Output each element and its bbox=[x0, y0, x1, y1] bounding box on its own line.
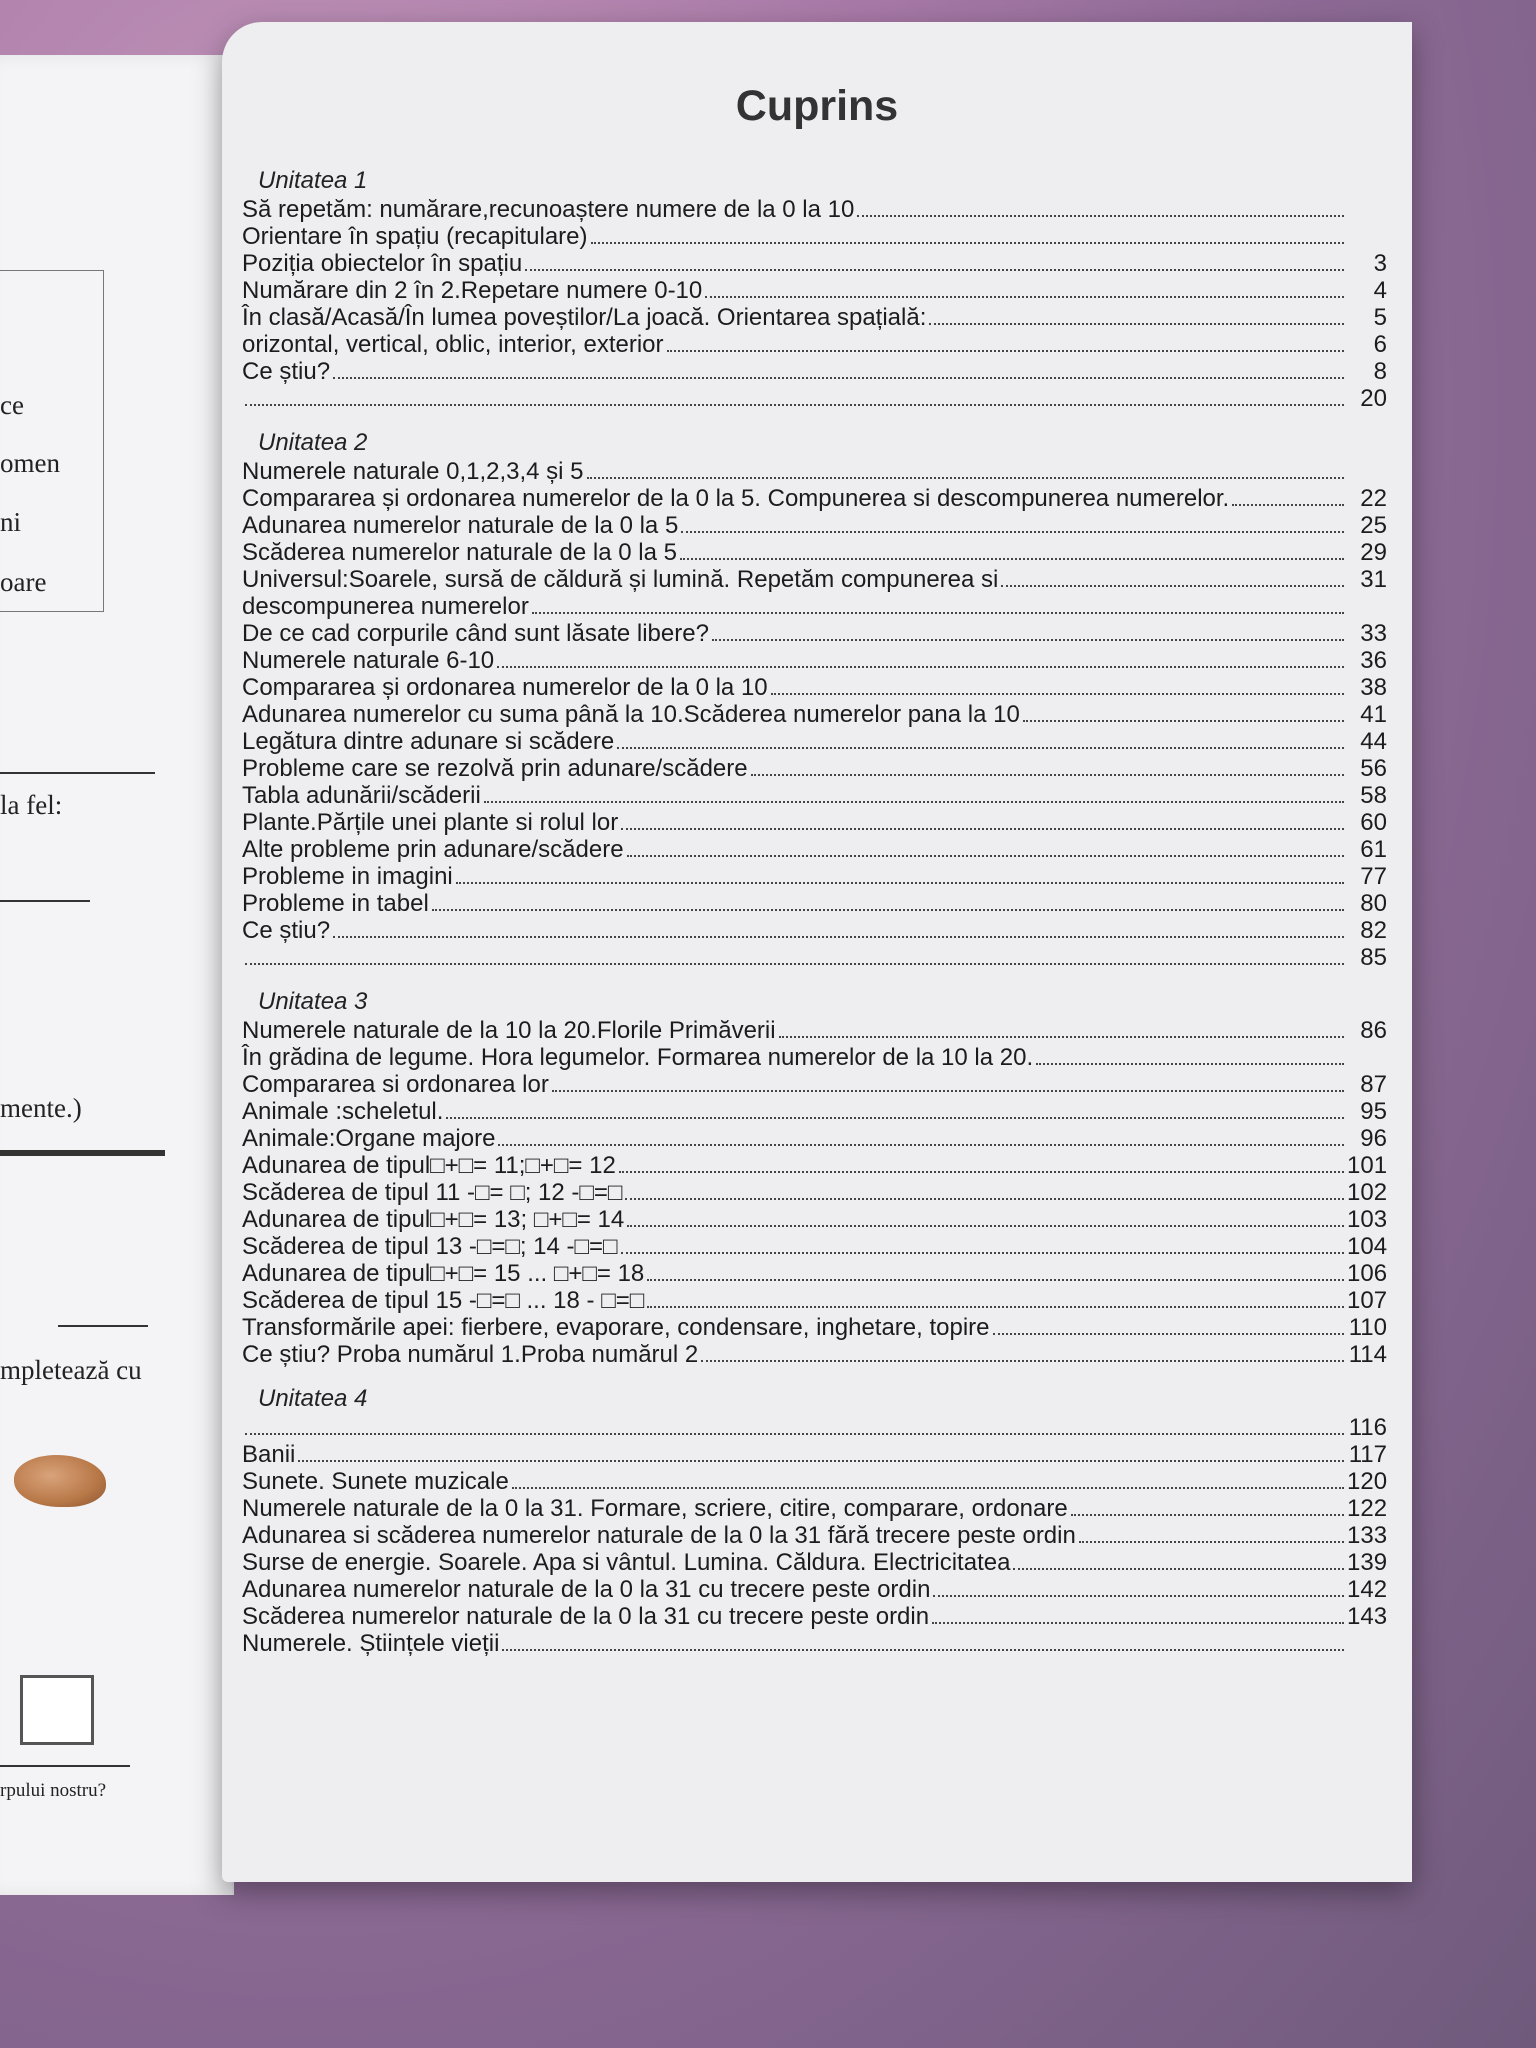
dot-leader bbox=[1232, 504, 1344, 506]
toc-entry-label: În grădina de legume. Hora legumelor. Formarea numerelor de la 10 la 20. bbox=[242, 1044, 1034, 1071]
toc-entry-page: 25 bbox=[1360, 512, 1387, 539]
toc-entry-label: orizontal, vertical, oblic, interior, exterior bbox=[242, 331, 664, 358]
toc-entry-label: Ce știu? bbox=[242, 358, 331, 385]
toc-entry bbox=[242, 277, 1387, 304]
toc-entry-page: 102 bbox=[1347, 1179, 1388, 1206]
dot-leader bbox=[667, 350, 1345, 352]
dot-leader bbox=[333, 936, 1344, 938]
toc-entry bbox=[242, 1206, 1387, 1233]
dot-leader bbox=[779, 1036, 1344, 1038]
toc-entry bbox=[242, 809, 1387, 836]
toc-entry-page: 110 bbox=[1348, 1314, 1387, 1341]
divider bbox=[0, 1765, 130, 1767]
toc-entry bbox=[242, 1179, 1387, 1206]
toc-entry-label: Ce știu? bbox=[242, 917, 331, 944]
toc-entry-page: 86 bbox=[1360, 1017, 1387, 1044]
toc-entry-page: 41 bbox=[1360, 701, 1387, 728]
left-fragment: la fel: bbox=[0, 790, 63, 820]
dot-leader bbox=[1013, 1568, 1344, 1570]
toc-entry-page: 142 bbox=[1347, 1576, 1388, 1603]
dot-leader bbox=[502, 1649, 1344, 1651]
dot-leader bbox=[621, 1252, 1344, 1254]
dot-leader bbox=[1001, 585, 1344, 587]
toc-entry bbox=[242, 566, 1387, 593]
toc-entry-page: 38 bbox=[1360, 674, 1387, 701]
toc-entry-page: 95 bbox=[1360, 1098, 1387, 1125]
toc-entry-page: 106 bbox=[1347, 1260, 1388, 1287]
toc-entry-label: Legătura dintre adunare si scădere bbox=[242, 728, 615, 755]
dot-leader bbox=[857, 215, 1344, 217]
toc-entry bbox=[242, 485, 1387, 512]
toc-entry-page: 116 bbox=[1348, 1414, 1387, 1441]
toc-entry-page: 4 bbox=[1373, 277, 1387, 304]
toc-entry-page: 101 bbox=[1347, 1152, 1388, 1179]
dot-leader bbox=[525, 269, 1344, 271]
left-fragment: mente.) bbox=[0, 1093, 82, 1123]
toc-entry-label: Scăderea numerelor naturale de la 0 la 31 cu trecere peste ordin bbox=[242, 1603, 930, 1630]
answer-square bbox=[20, 1675, 94, 1745]
toc-entry-label: Numărare din 2 în 2.Repetare numere 0-10 bbox=[242, 277, 703, 304]
dot-leader bbox=[771, 693, 1344, 695]
toc-entry bbox=[242, 1287, 1387, 1314]
dot-leader bbox=[1036, 1063, 1344, 1065]
toc-entry bbox=[242, 458, 1387, 485]
toc-entry bbox=[242, 917, 1387, 944]
dot-leader bbox=[512, 1487, 1344, 1489]
toc-entry-page: 44 bbox=[1360, 728, 1387, 755]
toc-list bbox=[242, 162, 1387, 1657]
toc-entry-label: descompunerea numerelor bbox=[242, 593, 529, 620]
dot-leader bbox=[929, 323, 1344, 325]
toc-entry bbox=[242, 1260, 1387, 1287]
dot-leader bbox=[552, 1090, 1344, 1092]
toc-entry bbox=[242, 331, 1387, 358]
unit-heading: Unitatea 3 bbox=[258, 988, 368, 1015]
toc-entry bbox=[242, 728, 1387, 755]
toc-entry-page: 139 bbox=[1347, 1549, 1388, 1576]
toc-entry-page: 87 bbox=[1360, 1071, 1387, 1098]
toc-entry bbox=[242, 196, 1387, 223]
dot-leader bbox=[647, 1306, 1344, 1308]
dot-leader bbox=[484, 801, 1344, 803]
unit-heading: Unitatea 4 bbox=[258, 1385, 368, 1412]
toc-entry bbox=[242, 1341, 1387, 1368]
left-page bbox=[0, 55, 234, 1895]
left-fragment: ni bbox=[0, 507, 22, 537]
toc-entry bbox=[242, 863, 1387, 890]
left-fragment: rpului nostru? bbox=[0, 1780, 107, 1801]
toc-entry bbox=[242, 674, 1387, 701]
toc-entry-page: 133 bbox=[1347, 1522, 1388, 1549]
toc-entry bbox=[242, 223, 1387, 250]
toc-entry bbox=[242, 836, 1387, 863]
toc-entry bbox=[242, 620, 1387, 647]
toc-entry-page: 56 bbox=[1360, 755, 1387, 782]
toc-entry bbox=[242, 1522, 1387, 1549]
toc-entry-label: De ce cad corpurile când sunt lăsate libere? bbox=[242, 620, 709, 647]
toc-entry-page: 61 bbox=[1360, 836, 1387, 863]
dot-leader bbox=[680, 558, 1344, 560]
toc-entry-page: 114 bbox=[1348, 1341, 1387, 1368]
dot-leader bbox=[432, 909, 1344, 911]
toc-entry-page: 122 bbox=[1347, 1495, 1388, 1522]
toc-entry bbox=[242, 1468, 1387, 1495]
left-fragment: mpletează cu bbox=[0, 1355, 142, 1385]
toc-entry-label: Numerele naturale 0,1,2,3,4 și 5 bbox=[242, 458, 584, 485]
dot-leader bbox=[932, 1622, 1344, 1624]
dot-leader bbox=[617, 747, 1344, 749]
toc-entry-label: Tabla adunării/scăderii bbox=[242, 782, 481, 809]
toc-entry-label: Universul:Soarele, sursă de căldură și lumină. Repetăm compunerea si bbox=[242, 566, 999, 593]
unit-heading: Unitatea 1 bbox=[258, 167, 368, 194]
toc-entry-page: 103 bbox=[1347, 1206, 1388, 1233]
toc-entry-label: Alte probleme prin adunare/scădere bbox=[242, 836, 624, 863]
toc-entry-label: Compararea și ordonarea numerelor de la 0 la 5. Compunerea si descompunerea numerelor. bbox=[242, 485, 1230, 512]
dot-leader bbox=[712, 639, 1344, 641]
toc-entry bbox=[242, 1152, 1387, 1179]
toc-entry bbox=[242, 647, 1387, 674]
dot-leader bbox=[627, 855, 1344, 857]
dot-leader bbox=[1071, 1514, 1344, 1516]
left-text-box bbox=[0, 270, 104, 612]
dot-leader bbox=[625, 1198, 1344, 1200]
toc-entry bbox=[242, 1017, 1387, 1044]
toc-entry bbox=[242, 1495, 1387, 1522]
dot-leader bbox=[751, 774, 1344, 776]
toc-entry bbox=[242, 358, 1387, 385]
dot-leader bbox=[298, 1460, 1344, 1462]
toc-entry-page: 107 bbox=[1347, 1287, 1388, 1314]
toc-entry bbox=[242, 701, 1387, 728]
toc-entry bbox=[242, 304, 1387, 331]
toc-entry bbox=[242, 782, 1387, 809]
toc-entry-label: Adunarea numerelor cu suma până la 10.Scăderea numerelor pana la 10 bbox=[242, 701, 1020, 728]
divider bbox=[0, 1150, 165, 1156]
toc-entry-label: Adunarea de tipul□+□= 13; □+□= 14 bbox=[242, 1206, 625, 1233]
toc-entry bbox=[242, 1044, 1387, 1071]
dot-leader bbox=[1079, 1541, 1344, 1543]
toc-entry-label: Adunarea de tipul□+□= 15 ... □+□= 18 bbox=[242, 1260, 645, 1287]
toc-entry-page: 96 bbox=[1360, 1125, 1387, 1152]
dot-leader bbox=[681, 531, 1344, 533]
toc-entry-label: Probleme in imagini bbox=[242, 863, 453, 890]
toc-entry-page: 33 bbox=[1360, 620, 1387, 647]
dot-leader bbox=[245, 1433, 1344, 1435]
toc-entry-label: Probleme care se rezolvă prin adunare/scădere bbox=[242, 755, 748, 782]
toc-entry-page: 3 bbox=[1373, 250, 1387, 277]
toc-entry-page: 22 bbox=[1360, 485, 1387, 512]
toc-entry-page: 36 bbox=[1360, 647, 1387, 674]
toc-entry-label: Transformările apei: fierbere, evaporare, condensare, inghetare, topire bbox=[242, 1314, 990, 1341]
toc-entry bbox=[242, 1441, 1387, 1468]
dot-leader bbox=[1023, 720, 1344, 722]
toc-entry bbox=[242, 1549, 1387, 1576]
toc-entry-page: 60 bbox=[1360, 809, 1387, 836]
dot-leader bbox=[245, 963, 1344, 965]
dot-leader bbox=[587, 477, 1344, 479]
toc-entry-label: Orientare în spațiu (recapitulare) bbox=[242, 223, 588, 250]
bean-image bbox=[14, 1455, 106, 1507]
dot-leader bbox=[591, 242, 1345, 244]
left-fragment: ce bbox=[0, 390, 24, 420]
toc-entry-label: Compararea si ordonarea lor bbox=[242, 1071, 549, 1098]
dot-leader bbox=[993, 1333, 1344, 1335]
toc-entry-label: Compararea și ordonarea numerelor de la 0 la 10 bbox=[242, 674, 768, 701]
toc-entry-label: Surse de energie. Soarele. Apa si vântul. Lumina. Căldura. Electricitatea bbox=[242, 1549, 1011, 1576]
toc-entry bbox=[242, 1630, 1387, 1657]
toc-entry bbox=[242, 1233, 1387, 1260]
toc-entry-label: Numerele. Științele vieții bbox=[242, 1630, 500, 1657]
dot-leader bbox=[933, 1595, 1344, 1597]
toc-entry-page: 8 bbox=[1373, 358, 1387, 385]
divider bbox=[0, 900, 90, 902]
toc-entry-page: 77 bbox=[1360, 863, 1387, 890]
toc-entry bbox=[242, 944, 1387, 971]
dot-leader bbox=[619, 1171, 1344, 1173]
toc-entry bbox=[242, 1414, 1387, 1441]
toc-entry-page: 117 bbox=[1348, 1441, 1387, 1468]
toc-entry-label: Adunarea numerelor naturale de la 0 la 5 bbox=[242, 512, 679, 539]
dot-leader bbox=[456, 882, 1344, 884]
toc-entry-label: Plante.Părțile unei plante si rolul lor bbox=[242, 809, 619, 836]
toc-entry-label: Scăderea de tipul 15 -□=□ ... 18 - □=□ bbox=[242, 1287, 645, 1314]
toc-entry-label: Poziția obiectelor în spațiu bbox=[242, 250, 523, 277]
dot-leader bbox=[647, 1279, 1344, 1281]
toc-entry-label: Scăderea numerelor naturale de la 0 la 5 bbox=[242, 539, 677, 566]
toc-entry-label: Ce știu? Proba numărul 1.Proba numărul 2 bbox=[242, 1341, 699, 1368]
toc-entry bbox=[242, 1576, 1387, 1603]
divider bbox=[58, 1325, 148, 1327]
toc-entry-label: Banii bbox=[242, 1441, 296, 1468]
toc-entry bbox=[242, 1071, 1387, 1098]
toc-entry-page: 5 bbox=[1373, 304, 1387, 331]
toc-entry-label: Probleme in tabel bbox=[242, 890, 429, 917]
toc-entry-label: Animale :scheletul. bbox=[242, 1098, 444, 1125]
toc-entry-page: 6 bbox=[1373, 331, 1387, 358]
toc-entry bbox=[242, 890, 1387, 917]
dot-leader bbox=[627, 1225, 1344, 1227]
dot-leader bbox=[245, 404, 1344, 406]
dot-leader bbox=[532, 612, 1344, 614]
dot-leader bbox=[705, 296, 1344, 298]
toc-entry-page: 20 bbox=[1360, 385, 1387, 412]
toc-entry-page: 104 bbox=[1347, 1233, 1388, 1260]
dot-leader bbox=[497, 666, 1344, 668]
dot-leader bbox=[498, 1144, 1344, 1146]
toc-entry-label: Animale:Organe majore bbox=[242, 1125, 496, 1152]
toc-entry-label: Adunarea si scăderea numerelor naturale de la 0 la 31 fără trecere peste ordin bbox=[242, 1522, 1076, 1549]
toc-entry bbox=[242, 593, 1387, 620]
toc-entry-label: Sunete. Sunete muzicale bbox=[242, 1468, 509, 1495]
dot-leader bbox=[701, 1360, 1344, 1362]
toc-entry-label: Scăderea de tipul 11 -□= □; 12 -□=□ bbox=[242, 1179, 623, 1206]
toc-entry-page: 143 bbox=[1347, 1603, 1388, 1630]
dot-leader bbox=[621, 828, 1344, 830]
toc-entry bbox=[242, 1125, 1387, 1152]
left-fragment: oare bbox=[0, 567, 47, 597]
toc-entry bbox=[242, 1603, 1387, 1630]
toc-entry bbox=[242, 539, 1387, 566]
toc-entry-label: Numerele naturale de la 0 la 31. Formare, scriere, citire, comparare, ordonare bbox=[242, 1495, 1068, 1522]
dot-leader bbox=[333, 377, 1344, 379]
toc-entry bbox=[242, 755, 1387, 782]
toc-entry bbox=[242, 1314, 1387, 1341]
dot-leader bbox=[446, 1117, 1344, 1119]
unit-heading: Unitatea 2 bbox=[258, 429, 368, 456]
divider bbox=[0, 772, 155, 774]
toc-entry-page: 82 bbox=[1360, 917, 1387, 944]
toc-entry-page: 58 bbox=[1360, 782, 1387, 809]
toc-entry bbox=[242, 512, 1387, 539]
toc-entry-label: Adunarea de tipul□+□= 11;□+□= 12 bbox=[242, 1152, 616, 1179]
toc-entry-label: Scăderea de tipul 13 -□=□; 14 -□=□ bbox=[242, 1233, 618, 1260]
toc-entry bbox=[242, 385, 1387, 412]
toc-entry-page: 85 bbox=[1360, 944, 1387, 971]
toc-entry-page: 29 bbox=[1360, 539, 1387, 566]
toc-entry bbox=[242, 1098, 1387, 1125]
toc-entry-page: 31 bbox=[1360, 566, 1387, 593]
toc-entry bbox=[242, 250, 1387, 277]
toc-entry-label: Numerele naturale de la 10 la 20.Florile Primăverii bbox=[242, 1017, 776, 1044]
toc-entry-label: Numerele naturale 6-10 bbox=[242, 647, 495, 674]
toc-entry-label: În clasă/Acasă/În lumea poveștilor/La joacă. Orientarea spațială: bbox=[242, 304, 927, 331]
toc-entry-label: Să repetăm: numărare,recunoaștere numere de la 0 la 10 bbox=[242, 196, 855, 223]
page-title: Cuprins bbox=[735, 82, 899, 130]
toc-entry-page: 80 bbox=[1360, 890, 1387, 917]
toc-page bbox=[222, 22, 1412, 1882]
toc-entry-page: 120 bbox=[1347, 1468, 1388, 1495]
toc-entry-label: Adunarea numerelor naturale de la 0 la 31 cu trecere peste ordin bbox=[242, 1576, 931, 1603]
left-fragment: omen bbox=[0, 448, 60, 478]
